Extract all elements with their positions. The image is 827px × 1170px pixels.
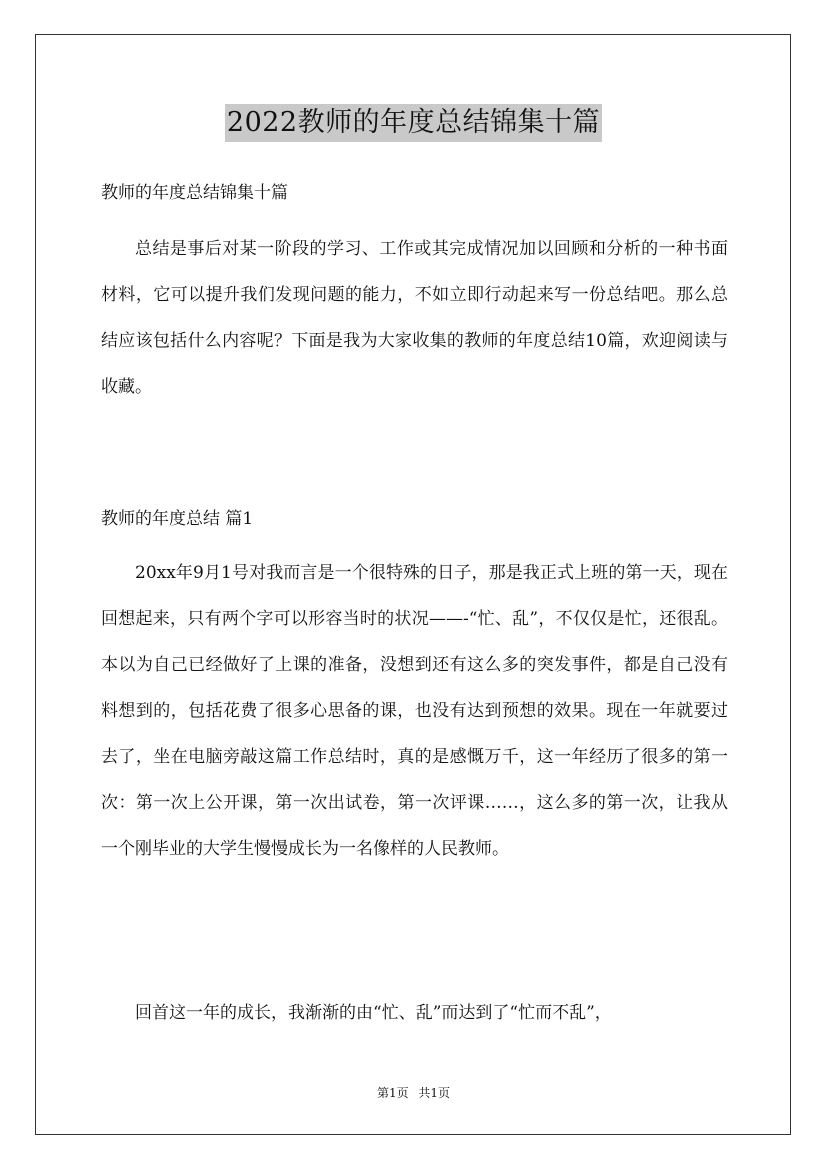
intro-paragraph: 总结是事后对某一阶段的学习、工作或其完成情况加以回顾和分析的一种书面材料，它可以提升我们发现问题的能力，不如立即行动起来写一份总结吧。那么总结应该包括什么内容呢？下面是我为大家收集的教师的年度总结10篇，欢迎阅读与收藏。 — [101, 239, 728, 397]
page-footer — [0, 1084, 827, 1102]
page-number: 第1页 — [376, 1086, 409, 1100]
section-paragraph: 20xx年9月1号对我而言是一个很特殊的日子，那是我正式上班的第一天，现在回想起来，只有两个字可以形容当时的状况——-“忙、乱”，不仅仅是忙，还很乱。本以为自己已经做好了上课的准备，没想到还有这么多的突发事件，都是自己没有料想到的，包括花费了很多心思备的课，也没有达到预想的效果。现在一年就要过去了，坐在电脑旁敲这篇工作总结时，真的是感慨万千，这一年经历了很多的第一次：第一次上公开课，第一次出试卷，第一次评课……，这么多的第一次，让我从一个刚毕业的大学生慢慢成长为一名像样的人民教师。 — [101, 563, 728, 859]
title-container — [0, 104, 827, 142]
section-paragraph-continued: 回首这一年的成长，我渐渐的由“忙、乱”而达到了“忙而不乱”， — [135, 1003, 612, 1023]
document-subtitle: 教师的年度总结锦集十篇 — [101, 183, 288, 203]
total-pages: 共1页 — [418, 1086, 451, 1100]
section-heading: 教师的年度总结 篇1 — [101, 509, 254, 529]
document-title: 2022教师的年度总结锦集十篇 — [225, 104, 602, 142]
